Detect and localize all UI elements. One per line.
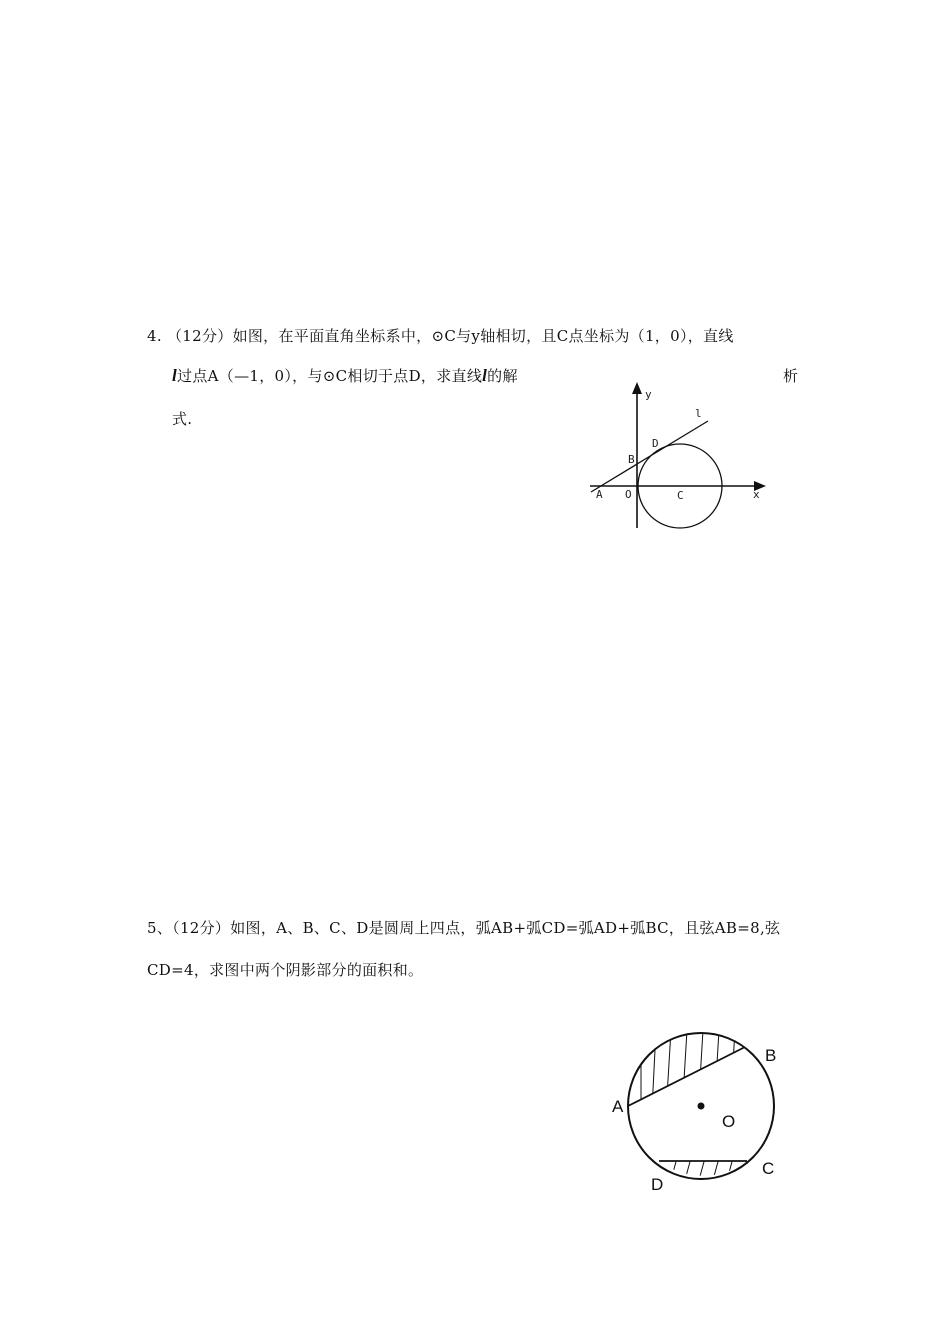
- label-c: C: [677, 489, 684, 502]
- label-a: A: [612, 1097, 624, 1116]
- problem4-text-line2-mid: 过点A（—1，0），与⊙C相切于点D，求直线: [177, 367, 483, 385]
- label-c: C: [762, 1159, 775, 1178]
- label-x: x: [753, 488, 760, 501]
- problem4-text-line2: [172, 366, 518, 386]
- shaded-segment-ab: [641, 1030, 735, 1130]
- problem4-coordinate-figure: [585, 380, 770, 535]
- label-d: D: [652, 437, 659, 450]
- tangent-line-l: [591, 421, 708, 492]
- y-axis-arrow: [632, 382, 642, 394]
- label-d: D: [651, 1175, 664, 1194]
- label-o: O: [625, 488, 632, 501]
- label-y: y: [645, 388, 652, 401]
- line-symbol-l: l: [482, 366, 488, 385]
- center-point: [698, 1103, 705, 1110]
- problem4-text-line2-end: 的解: [487, 367, 518, 385]
- label-b: B: [765, 1046, 777, 1065]
- problem5-text-line1: 5、（12分）如图，A、B、C、D是圆周上四点，弧AB+弧CD=弧AD+弧BC，且弦AB=8,弦: [147, 919, 781, 937]
- label-o: O: [722, 1112, 736, 1131]
- problem4-text-line3: 式.: [172, 410, 193, 428]
- problem4-text-line2-tail: 析: [783, 367, 799, 385]
- label-a: A: [596, 488, 603, 501]
- chord-ab: [628, 1047, 745, 1106]
- problem4-text-line1: 4. （12分）如图，在平面直角坐标系中，⊙C与y轴相切，且C点坐标为（1，0），直线: [147, 327, 734, 345]
- label-l: l: [695, 407, 702, 420]
- problem5-text-line2: CD=4，求图中两个阴影部分的面积和。: [147, 961, 424, 979]
- line-symbol-l: l: [172, 366, 178, 385]
- problem5-circle-figure: [605, 1030, 790, 1200]
- label-b: B: [628, 453, 635, 466]
